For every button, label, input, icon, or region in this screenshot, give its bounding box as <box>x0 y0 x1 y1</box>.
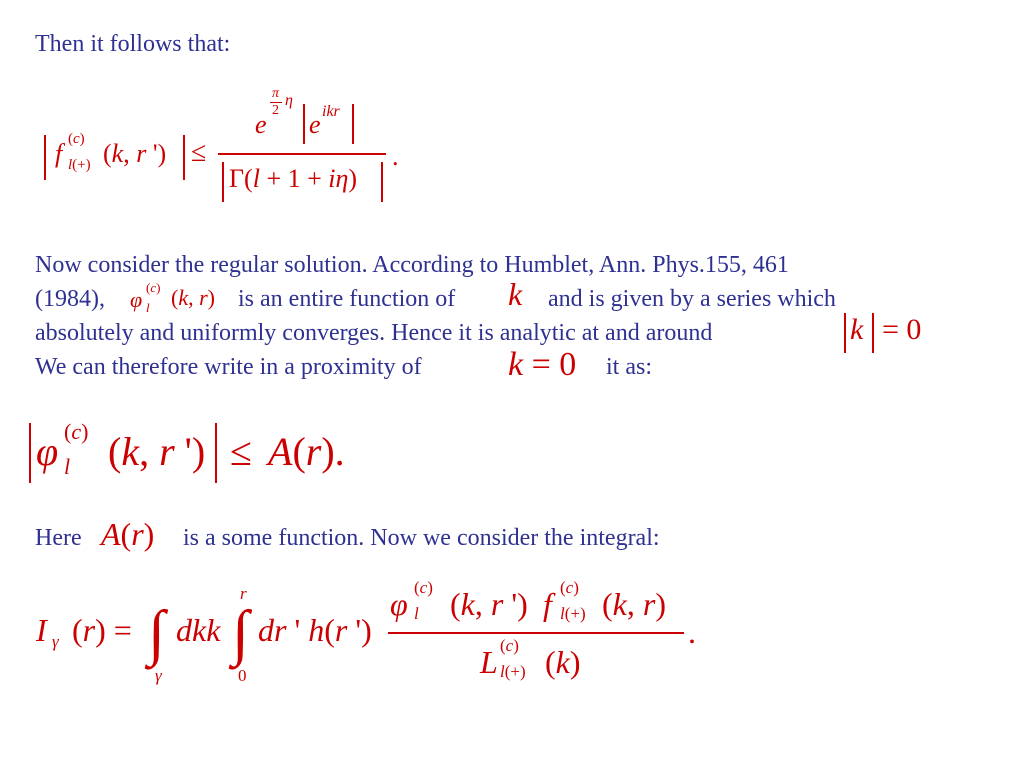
here-text-b: is a some function. Now we consider the integral: <box>183 525 660 551</box>
paragraph-line-1: Now consider the regular solution. According to Humblet, Ann. Phys.155, 461 <box>35 252 789 278</box>
paragraph-line-2b: is an entire function of <box>238 286 456 312</box>
intro-text: Then it follows that: <box>35 31 231 57</box>
paragraph-line-4a: We can therefore write in a proximity of <box>35 354 422 380</box>
here-text-a: Here <box>35 525 82 551</box>
inline-A-of-r: A(r) <box>101 516 155 552</box>
inline-k: k <box>508 276 523 312</box>
paragraph-line-2a: (1984), <box>35 286 105 312</box>
paragraph-line-4b: it as: <box>606 354 652 380</box>
paragraph-line-2c: and is given by a series which <box>548 286 836 312</box>
paragraph-line-3: absolutely and uniformly converges. Hence it is analytic at and around <box>35 320 713 346</box>
inline-k-eq-0: k = 0 <box>508 346 577 383</box>
